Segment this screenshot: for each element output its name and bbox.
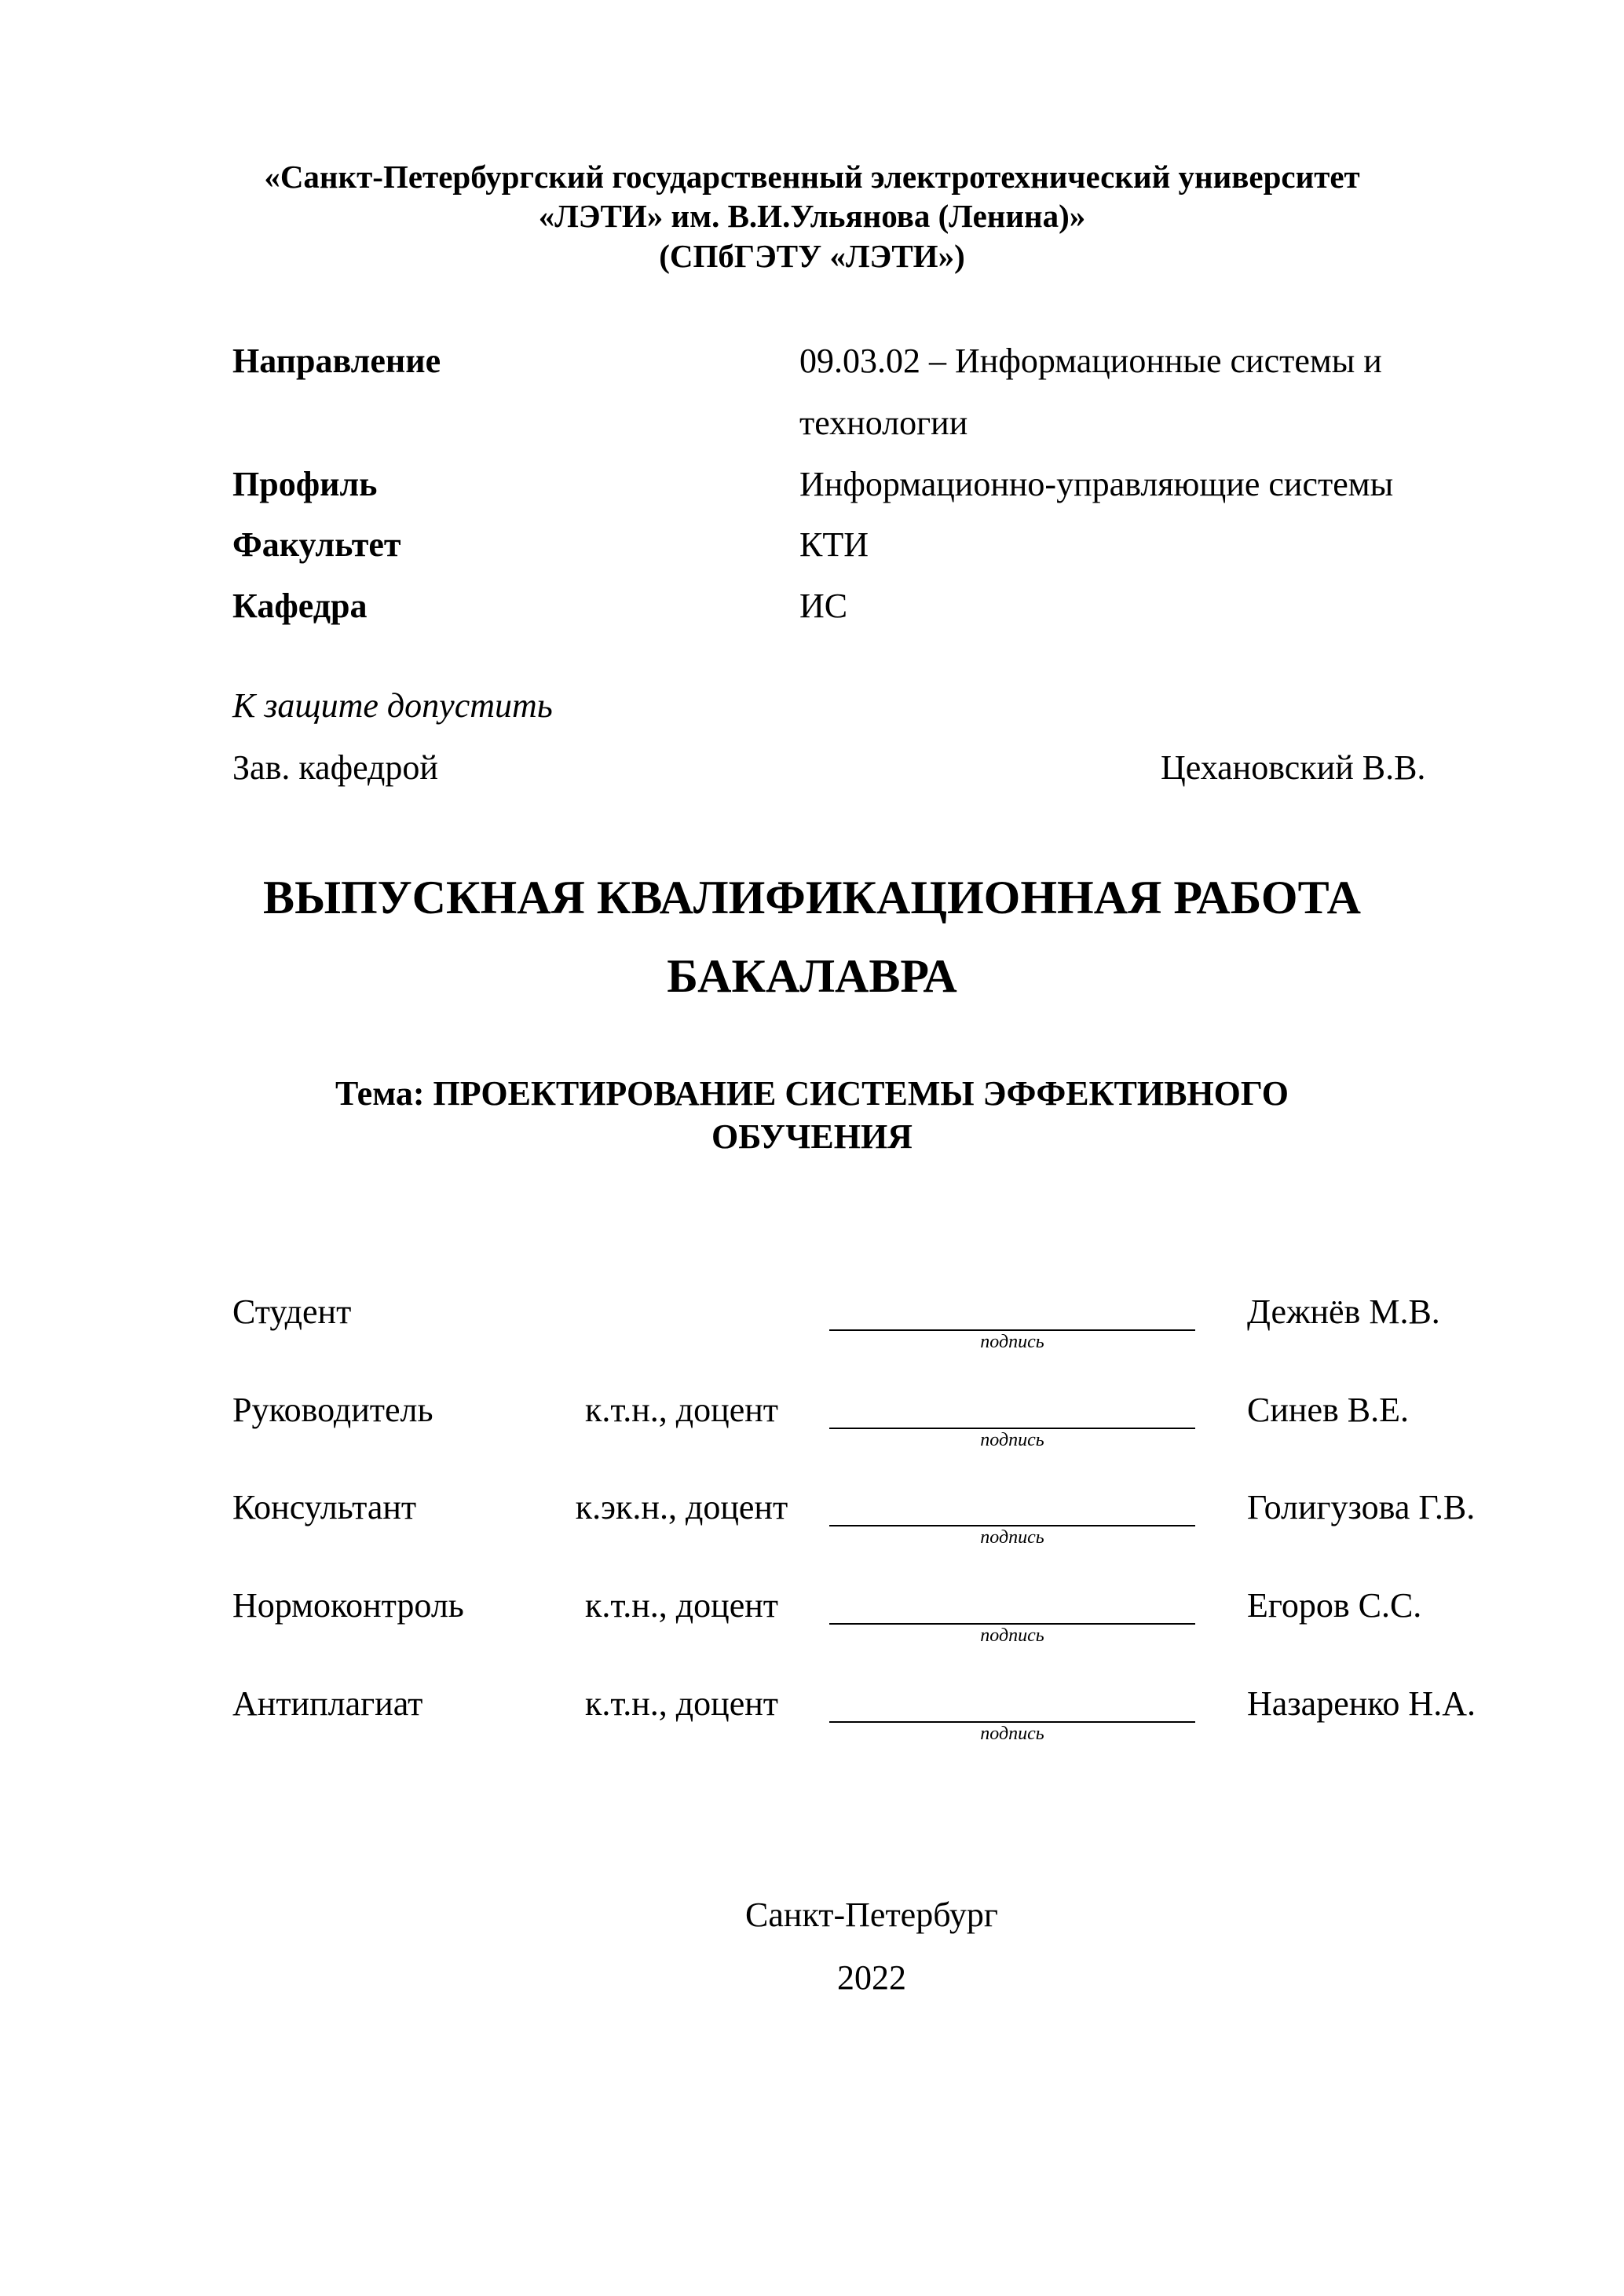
signature-name: Назаренко Н.А.	[1247, 1684, 1476, 1723]
signature-name: Егоров С.С.	[1247, 1586, 1422, 1625]
department-label: Кафедра	[232, 587, 368, 625]
university-name-line2: «ЛЭТИ» им. В.И.Ульянова (Ленина)»	[538, 198, 1086, 234]
work-title-line2: БАКАЛАВРА	[667, 950, 957, 1002]
direction-value-line1: 09.03.02 – Информационные системы и	[799, 342, 1382, 380]
signature-role: Руководитель	[232, 1391, 433, 1429]
direction-value-line2: технологии	[799, 404, 968, 442]
profile-value: Информационно-управляющие системы	[799, 465, 1394, 503]
signature-name: Дежнёв М.В.	[1247, 1292, 1440, 1331]
profile-label: Профиль	[232, 465, 378, 503]
topic-line1: Тема: ПРОЕКТИРОВАНИЕ СИСТЕМЫ ЭФФЕКТИВНОГО	[335, 1074, 1289, 1113]
signature-name: Синев В.Е.	[1247, 1391, 1409, 1429]
work-title-line1: ВЫПУСКНАЯ КВАЛИФИКАЦИОННАЯ РАБОТА	[263, 872, 1361, 923]
department-value: ИС	[799, 587, 848, 625]
footer-year: 2022	[837, 1958, 906, 1997]
university-abbreviation: (СПбГЭТУ «ЛЭТИ»)	[659, 238, 965, 274]
head-of-department-name: Цехановский В.В.	[1161, 748, 1426, 787]
signature-caption: подпись	[980, 1724, 1044, 1744]
signature-degree: к.эк.н., доцент	[575, 1488, 788, 1526]
signature-role: Нормоконтроль	[232, 1586, 464, 1625]
signature-caption: подпись	[980, 1430, 1044, 1450]
topic-line2: ОБУЧЕНИЯ	[711, 1117, 913, 1156]
admit-to-defense: К защите допустить	[232, 686, 553, 725]
faculty-label: Факультет	[232, 525, 401, 564]
signature-degree: к.т.н., доцент	[584, 1586, 779, 1625]
signature-caption: подпись	[980, 1332, 1044, 1352]
signature-degree: к.т.н., доцент	[584, 1684, 779, 1723]
head-of-department-label: Зав. кафедрой	[232, 748, 438, 787]
university-name-line1: «Санкт-Петербургский государственный электротехнический университет	[264, 159, 1360, 195]
signature-caption: подпись	[980, 1625, 1044, 1646]
signature-role: Студент	[232, 1292, 352, 1331]
footer-city: Санкт-Петербург	[745, 1896, 998, 1934]
direction-label: Направление	[232, 342, 441, 380]
signature-caption: подпись	[980, 1527, 1044, 1548]
signature-name: Голигузова Г.В.	[1247, 1488, 1476, 1526]
faculty-value: КТИ	[799, 525, 869, 564]
signature-degree: к.т.н., доцент	[584, 1391, 779, 1429]
signature-role: Консультант	[232, 1488, 417, 1526]
signature-role: Антиплагиат	[232, 1684, 423, 1723]
